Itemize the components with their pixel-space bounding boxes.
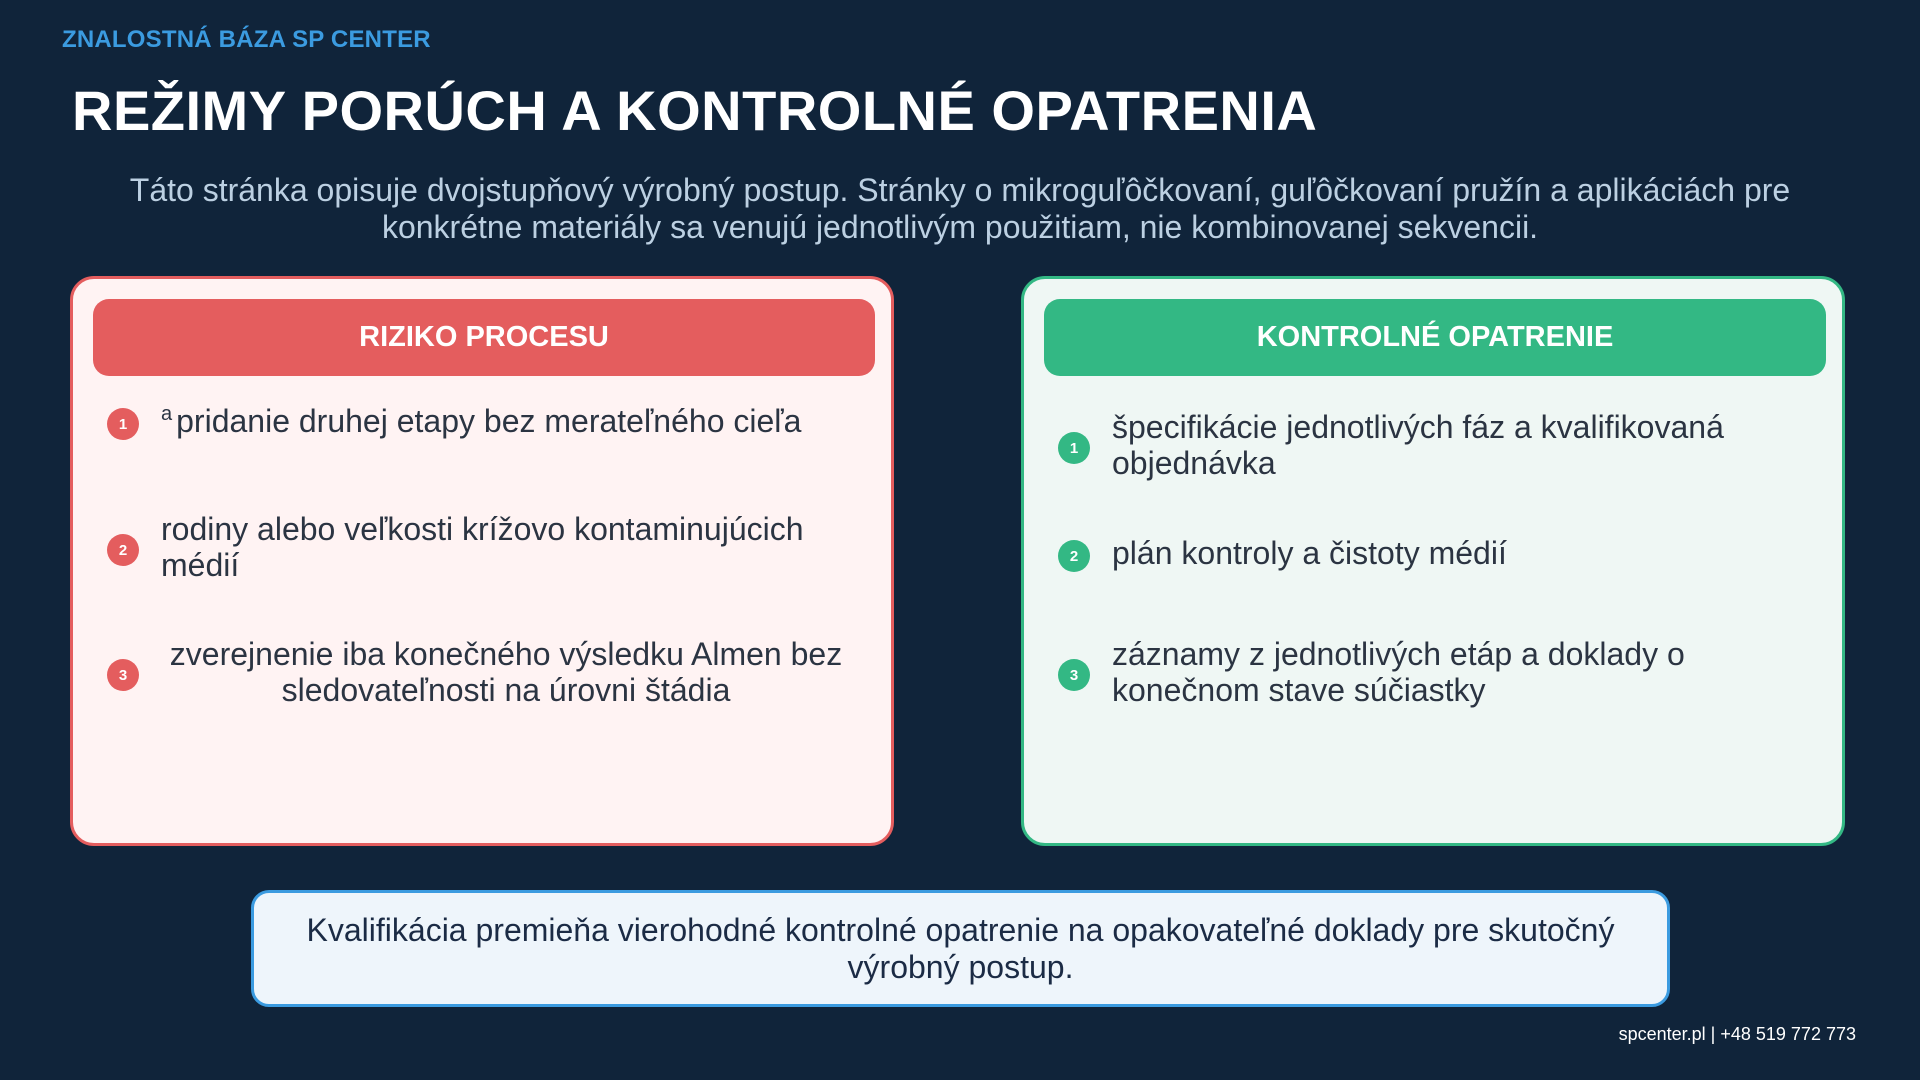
risk-item-text: rodiny alebo veľkosti krížovo kontaminujúcich médií [161,511,804,583]
control-panel-heading: KONTROLNÉ OPATRENIE [1044,299,1826,376]
risk-item [107,381,867,461]
number-badge: 3 [1058,659,1090,691]
page-title: REŽIMY PORÚCH A KONTROLNÉ OPATRENIA [72,79,1318,142]
number-badge: 2 [1058,540,1090,572]
kicker-label: ZNALOSTNÁ BÁZA SP CENTER [62,26,431,53]
control-item-text: plán kontroly a čistoty médií [1112,535,1507,571]
control-item [1058,405,1818,485]
risk-panel-heading: RIZIKO PROCESU [93,299,875,376]
control-panel [1021,276,1845,846]
number-badge: 3 [107,659,139,691]
risk-item-text [161,403,851,439]
risk-item-text: zverejnenie iba konečného výsledku Almen bez sledovateľnosti na úrovni štádia [169,636,843,708]
number-badge: 1 [107,408,139,440]
control-item [1058,632,1818,712]
superscript-marker: a [161,403,173,426]
risk-item [107,507,867,587]
control-item [1058,513,1818,593]
page-subtitle: Táto stránka opisuje dvojstupňový výrobný postup. Stránky o mikroguľôčkovaní, guľôčkovaní pružín a aplikáciách pre konkrétne materiály sa venujú jednotlivým použitiam, nie kombinovanej sekvencii. [129,172,1791,245]
risk-panel [70,276,894,846]
number-badge: 2 [107,534,139,566]
number-badge: 1 [1058,432,1090,464]
control-item-text: záznamy z jednotlivých etáp a doklady o konečnom stave súčiastky [1112,636,1685,708]
control-item-text: špecifikácie jednotlivých fáz a kvalifikovaná objednávka [1112,409,1724,481]
risk-item-label: pridanie druhej etapy bez merateľného cieľa [176,403,802,439]
risk-item [107,632,867,712]
qualification-note: Kvalifikácia premieňa vierohodné kontrolné opatrenie na opakovateľné doklady pre skutočný výrobný postup. [251,890,1670,1007]
contact-info: spcenter.pl | +48 519 772 773 [1618,1024,1856,1044]
